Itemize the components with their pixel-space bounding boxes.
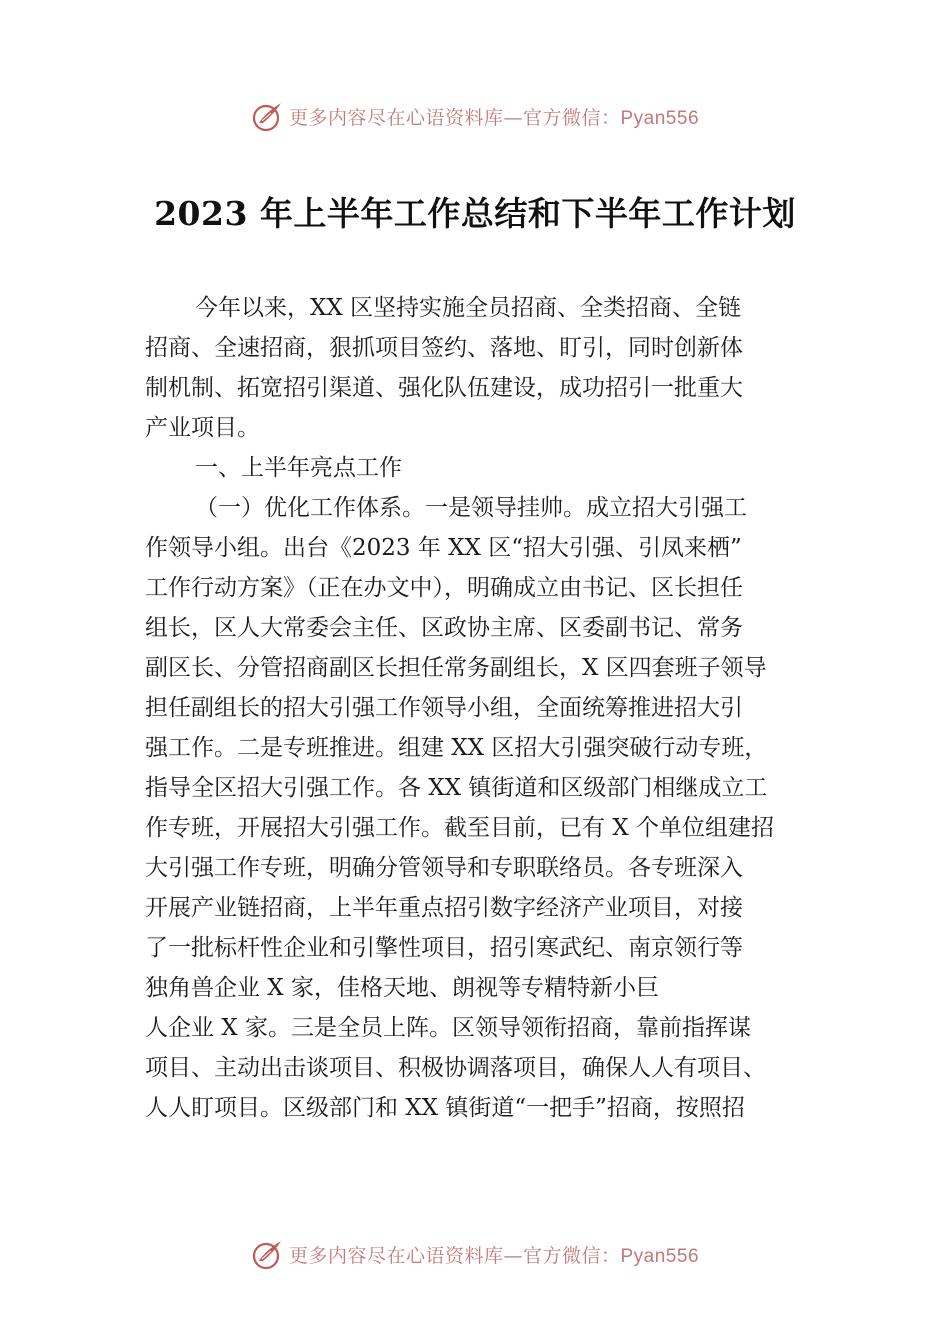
text-line: 了一批标杆性企业和引擎性项目，招引寒武纪、南京领行等	[145, 935, 743, 961]
text-line: 独角兽企业 X 家，佳格天地、朗视等专精特新小巨	[145, 975, 659, 1001]
watermark-account: Pyan556	[620, 107, 700, 129]
text-line: 强工作。二是专班推进。组建 XX 区招大引强突破行动专班，	[145, 735, 768, 761]
watermark-header	[0, 96, 950, 136]
quill-circle-logo-icon	[251, 99, 285, 133]
text-line: 担任副组长的招大引强工作领导小组，全面统筹推进招大引	[145, 695, 743, 721]
text-line: 工作行动方案》（正在办文中），明确成立由书记、区长担任	[145, 575, 743, 601]
text-line: 人人盯项目。区级部门和 XX 镇街道“一把手”招商，按照招	[145, 1095, 745, 1121]
text-line: 指导全区招大引强工作。各 XX 镇街道和区级部门相继成立工	[145, 775, 768, 801]
text-line: 组长，区人大常委会主任、区政协主席、区委副书记、常务	[145, 615, 743, 641]
text-line: 作专班，开展招大引强工作。截至目前，已有 X 个单位组建招	[145, 815, 774, 841]
text-line: 人企业 X 家。三是全员上阵。区领导领衔招商，靠前指挥谋	[145, 1015, 751, 1041]
text-line: 今年以来，XX 区坚持实施全员招商、全类招商、全链	[195, 295, 742, 321]
text-line: 招商、全速招商，狠抓项目签约、落地、盯引，同时创新体	[145, 335, 743, 361]
text-line: 开展产业链招商，上半年重点招引数字经济产业项目，对接	[145, 895, 743, 921]
text-line: 项目、主动出击谈项目、积极协调落项目，确保人人有项目、	[145, 1055, 766, 1081]
document-body	[145, 288, 817, 1128]
paragraph	[145, 488, 817, 1128]
watermark-account: Pyan556	[620, 1245, 700, 1267]
quill-circle-logo-icon	[251, 1237, 285, 1271]
document-title: 2023 年上半年工作总结和下半年工作计划	[154, 194, 796, 233]
paragraph	[145, 448, 817, 488]
paragraph	[145, 288, 817, 448]
watermark-text: 更多内容尽在心语资料库—官方微信：Pyan556	[288, 1244, 700, 1267]
watermark-footer	[0, 1234, 950, 1274]
text-line: 大引强工作专班，明确分管领导和专职联络员。各专班深入	[145, 855, 743, 881]
watermark-text: 更多内容尽在心语资料库—官方微信：Pyan556	[288, 106, 700, 129]
text-line: 一、上半年亮点工作	[195, 455, 402, 481]
text-line: 产业项目。	[145, 415, 260, 441]
text-line: 作领导小组。出台《2023 年 XX 区“招大引强、引凤来栖”	[145, 535, 742, 561]
text-line: （一）优化工作体系。一是领导挂帅。成立招大引强工	[195, 495, 747, 521]
text-line: 制机制、拓宽招引渠道、强化队伍建设，成功招引一批重大	[145, 375, 743, 401]
text-line: 副区长、分管招商副区长担任常务副组长，X 区四套班子领导	[145, 655, 767, 681]
